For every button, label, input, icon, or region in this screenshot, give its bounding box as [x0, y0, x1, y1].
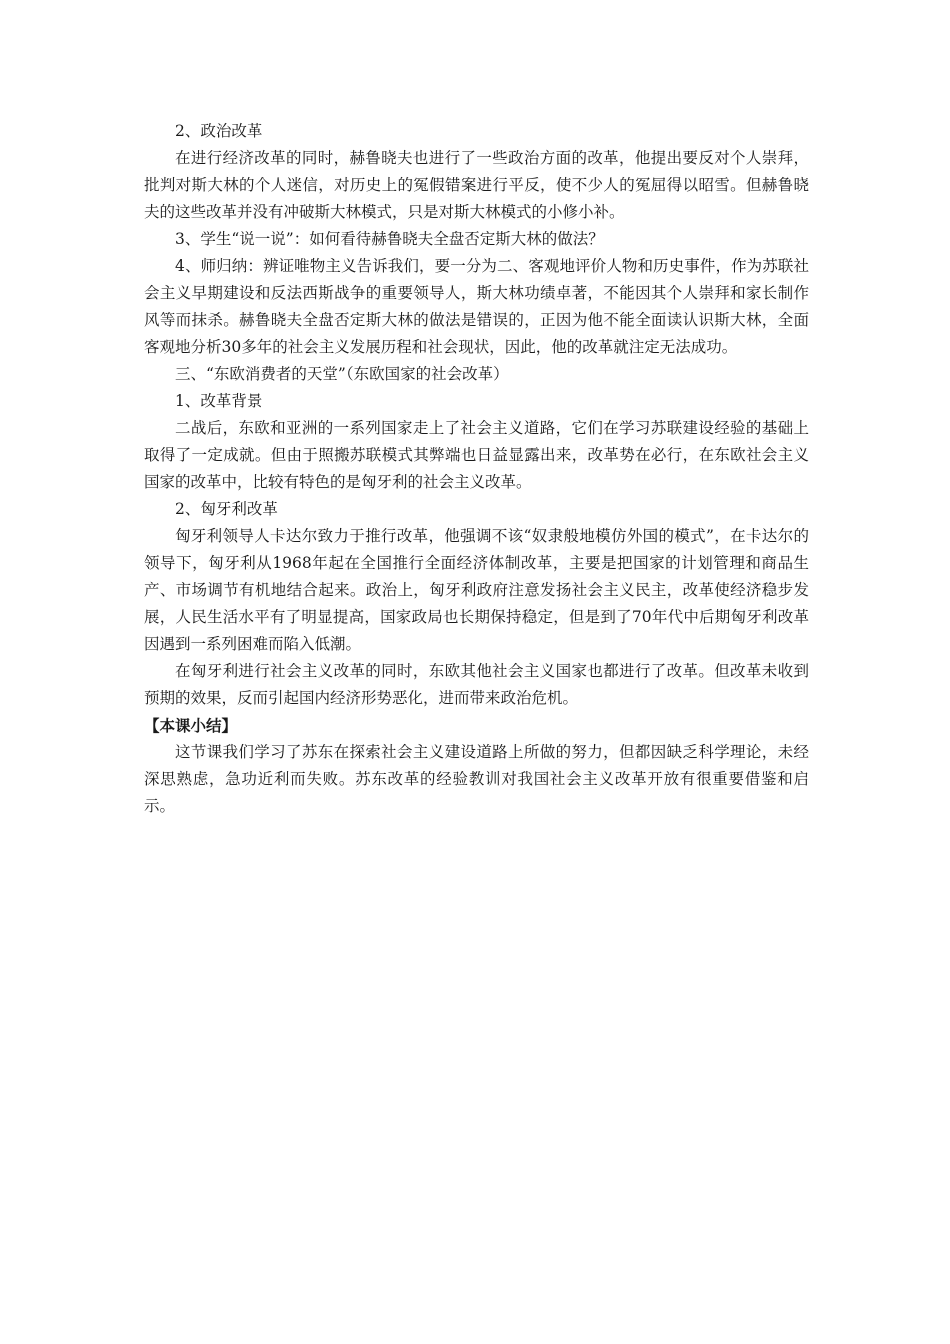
subheading-hungary-reform: 2、匈牙利改革 [175, 500, 278, 518]
paragraph-reform-background: 二战后，东欧和亚洲的一系列国家走上了社会主义道路，它们在学习苏联建设经验的基础上取得了一定成就。但由于照搬苏联模式其弊端也日益显露出来，改革势在必行，在东欧社会主义国家的改革中，比较有特色的是匈牙利的社会主义改革。 [144, 419, 809, 491]
paragraph-teacher-summary: 4、师归纳：辨证唯物主义告诉我们，要一分为二、客观地评价人物和历史事件，作为苏联社会主义早期建设和反法西斯战争的重要领导人，斯大林功绩卓著，不能因其个人崇拜和家长制作风等而抹杀。赫鲁晓夫全盘否定斯大林的做法是错误的，正因为他不能全面读认识斯大林，全面客观地分析30多年的社会主义发展历程和社会现状，因此，他的改革就注定无法成功。 [144, 257, 809, 356]
section-heading-eastern-europe: 三、“东欧消费者的天堂”（东欧国家的社会改革） [175, 365, 509, 383]
document-body [144, 118, 809, 820]
subheading-reform-background: 1、改革背景 [175, 392, 263, 410]
lesson-summary-heading: 【本课小结】 [144, 716, 238, 735]
question-heading: 3、学生“说一说”：如何看待赫鲁晓夫全盘否定斯大林的做法？ [175, 230, 604, 248]
paragraph-hungary-reform: 匈牙利领导人卡达尔致力于推行改革，他强调不该“奴隶般地模仿外国的模式”，在卡达尔的领导下，匈牙利从1968年起在全国推行全面经济体制改革，主要是把国家的计划管理和商品生产、市场调节有机地结合起来。政治上，匈牙利政府注意发扬社会主义民主，改革使经济稳步发展，人民生活水平有了明显提高，国家政局也长期保持稳定，但是到了70年代中后期匈牙利改革因遇到一系列困难而陷入低潮。 [144, 527, 809, 653]
paragraph-lesson-summary: 这节课我们学习了苏东在探索社会主义建设道路上所做的努力，但都因缺乏科学理论，未经深思熟虑，急功近利而失败。苏东改革的经验教训对我国社会主义改革开放有很重要借鉴和启示。 [144, 743, 809, 815]
paragraph-other-eastern-europe: 在匈牙利进行社会主义改革的同时，东欧其他社会主义国家也都进行了改革。但改革未收到预期的效果，反而引起国内经济形势恶化，进而带来政治危机。 [144, 662, 809, 707]
section-heading-political-reform: 2、政治改革 [175, 122, 263, 140]
paragraph-political-reform: 在进行经济改革的同时，赫鲁晓夫也进行了一些政治方面的改革，他提出要反对个人崇拜，批判对斯大林的个人迷信，对历史上的冤假错案进行平反，使不少人的冤屈得以昭雪。但赫鲁晓夫的这些改革并没有冲破斯大林模式，只是对斯大林模式的小修小补。 [144, 149, 809, 221]
